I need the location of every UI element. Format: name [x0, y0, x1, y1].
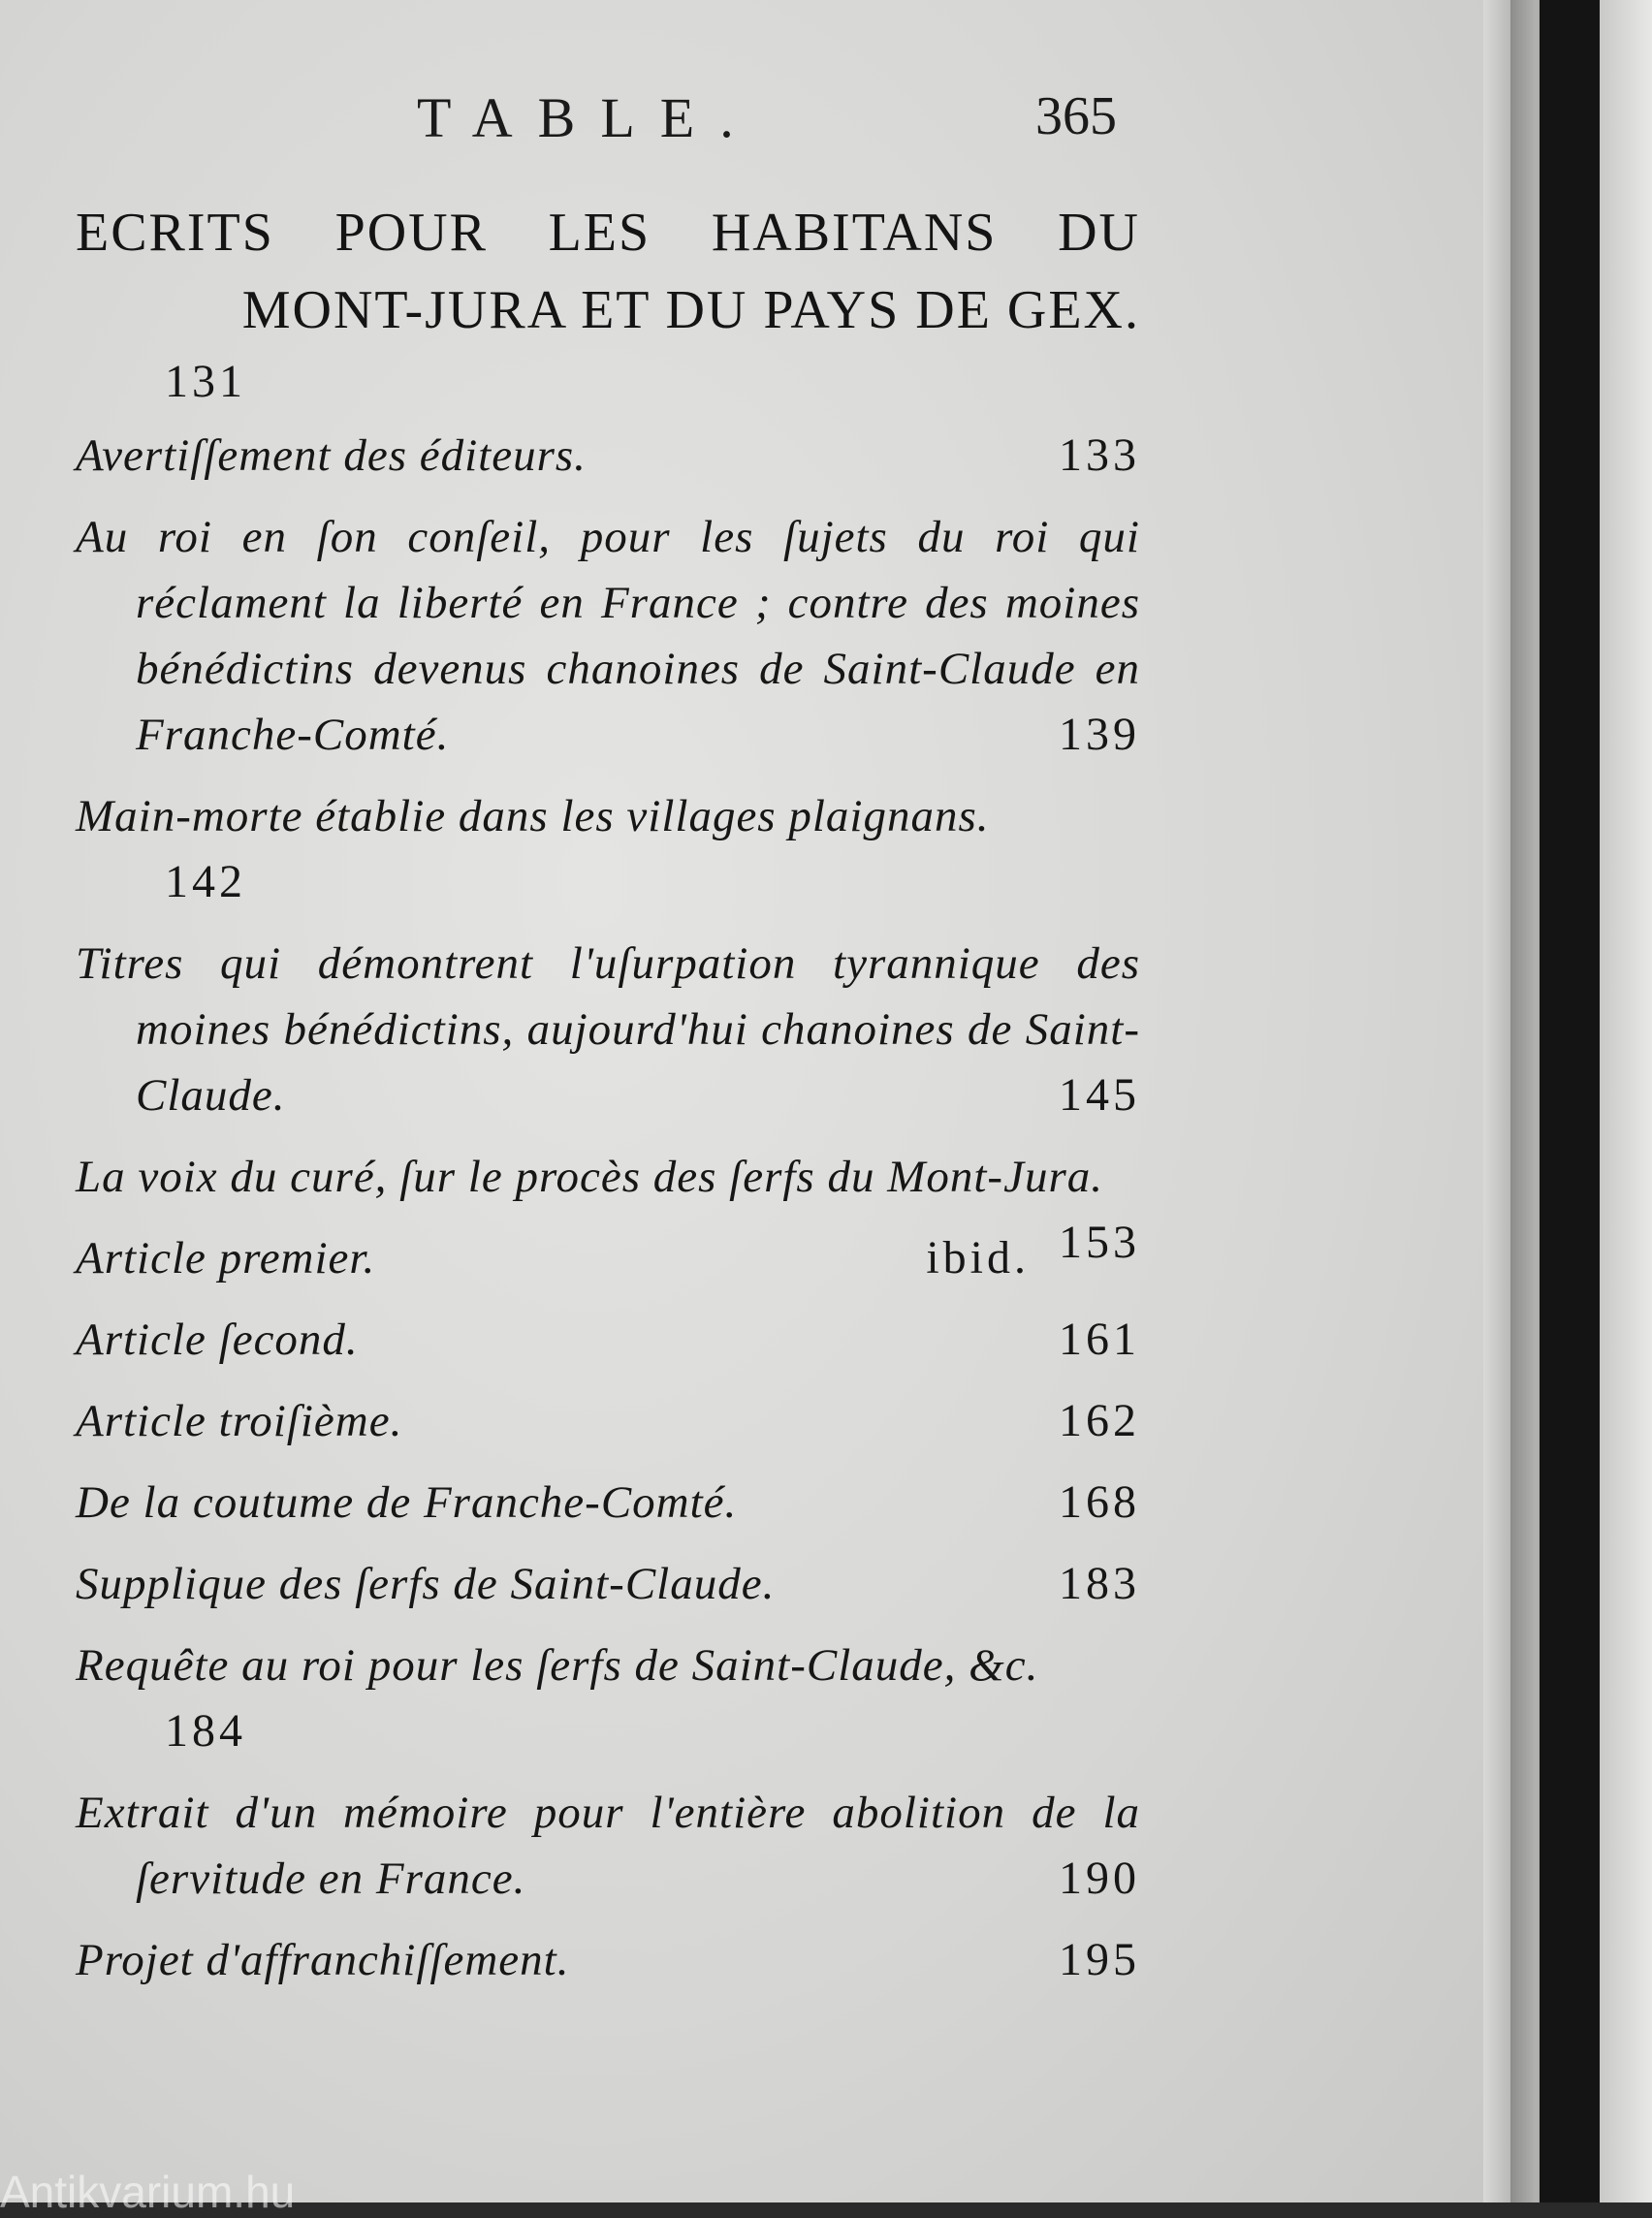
toc-entry-page: 195: [1059, 1934, 1140, 1985]
toc-entry-title: Main-morte établie dans les villages plaignans.: [76, 791, 990, 841]
spine-dark-band: [1540, 0, 1600, 2202]
toc-entry: [76, 1632, 1140, 1764]
toc-entry-title: Supplique des ſerfs de Saint-Claude.: [76, 1559, 776, 1609]
page-edge: [1483, 0, 1510, 2202]
running-head: [0, 85, 1483, 163]
toc-entry-title: Projet d'affranchiſſement.: [76, 1935, 570, 1985]
section-heading-line2: MONT-JURA ET DU PAYS DE GEX.: [241, 280, 1140, 340]
section-heading-line1: ECRITS POUR LES HABITANS DU: [76, 203, 1140, 263]
toc-entry-title: Extrait d'un mémoire pour l'entière abolition de la ſervitude en France.: [76, 1788, 1140, 1904]
toc-entry-page: 145: [1059, 1069, 1140, 1121]
toc-entry: [76, 1780, 1140, 1912]
toc-entry-title: Avertiſſement des éditeurs.: [76, 430, 587, 481]
toc-entry-page: 142: [165, 856, 246, 907]
spine-light-band: [1600, 0, 1652, 2202]
toc-entry-page: 139: [1059, 709, 1140, 760]
toc-entry-page: 190: [1059, 1853, 1140, 1904]
toc-entry-page: 161: [1059, 1314, 1140, 1365]
toc-entry-title: Article premier.: [76, 1233, 376, 1283]
toc-entry-page: 184: [165, 1705, 246, 1757]
table-of-contents: [76, 349, 1140, 2009]
toc-entry-title: Article ſecond.: [76, 1315, 359, 1365]
section-heading: [76, 194, 1140, 349]
toc-entry-page: 168: [1059, 1476, 1140, 1528]
toc-entry-title: La voix du curé, ſur le procès des ſerfs du Mont-Jura.: [76, 1152, 1103, 1202]
toc-entry: [76, 1307, 1140, 1373]
page-number: 365: [1035, 86, 1117, 146]
toc-entry-page: 133: [1059, 429, 1140, 481]
toc-section-page-row: [76, 349, 1140, 415]
toc-entry: [76, 1388, 1140, 1454]
toc-entry-title: Au roi en ſon conſeil, pour les ſujets du roi qui réclament la liberté en France ; contre des moines bénédictins devenus chanoines de Saint-Claude en Franche-Comté.: [76, 512, 1140, 760]
toc-entry: [76, 783, 1140, 915]
toc-entry-title: De la coutume de Franche-Comté.: [76, 1477, 738, 1528]
toc-section-page: 131: [165, 356, 246, 407]
toc-entry-title: Titres qui démontrent l'uſurpation tyrannique des moines bénédictins, aujourd'hui chanoines de Saint-Claude.: [76, 938, 1140, 1121]
toc-entry: [76, 1927, 1140, 1993]
toc-entry: [76, 1551, 1140, 1617]
toc-entry-page: 162: [1059, 1395, 1140, 1446]
toc-entry: [76, 931, 1140, 1128]
toc-entry: [76, 1225, 1140, 1291]
toc-entry-title: Article troiſième.: [76, 1396, 403, 1446]
toc-entry-page: 153: [1059, 1217, 1140, 1268]
toc-entry-page: 183: [1059, 1558, 1140, 1609]
toc-entry: [76, 423, 1140, 489]
toc-entry: [76, 1470, 1140, 1536]
running-title: TABLE.: [417, 86, 759, 149]
toc-entry: [76, 504, 1140, 768]
watermark: Antikvarium.hu: [0, 2167, 296, 2217]
toc-entry-page: ibid.: [926, 1232, 1030, 1283]
toc-entry-title: Requête au roi pour les ſerfs de Saint-Claude, &c.: [76, 1640, 1039, 1691]
